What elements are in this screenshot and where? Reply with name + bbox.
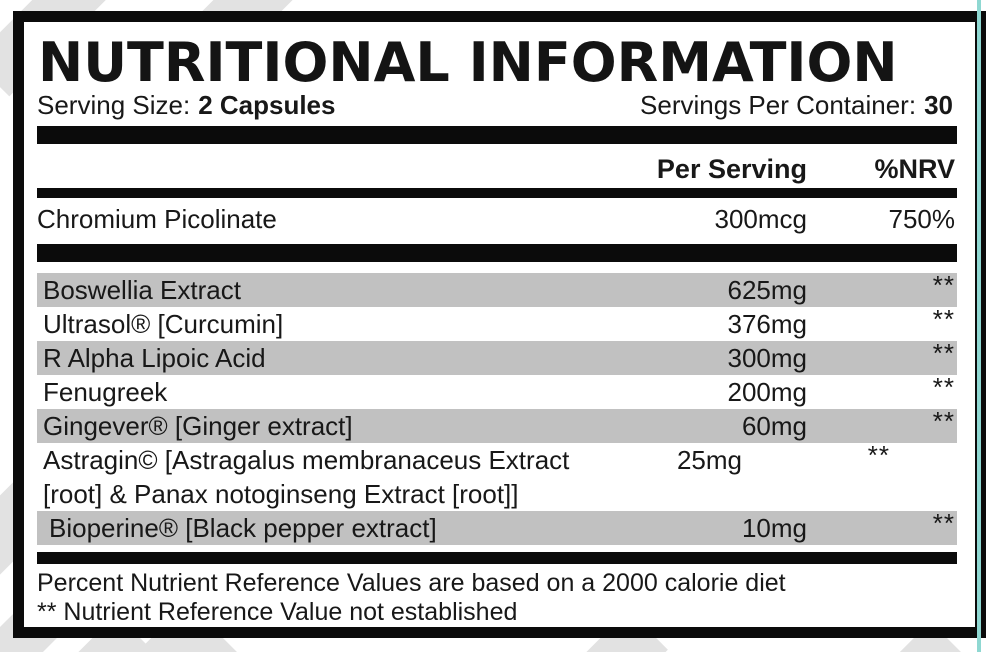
divider-bar: [37, 552, 957, 564]
nrv-value: 750%: [888, 204, 955, 234]
amount-value: 300mcg: [714, 204, 807, 234]
divider-bar: [37, 244, 957, 262]
nrv-asterisk: **: [932, 270, 955, 300]
servings-per-container-label: Servings Per Container:: [640, 90, 917, 120]
divider-bar: [37, 188, 957, 198]
ingredient-name: Fenugreek: [43, 377, 168, 407]
serving-info-row: [37, 92, 957, 118]
table-row: [37, 406, 957, 443]
footnote-nrv-basis: Percent Nutrient Reference Values are based on a 2000 calorie diet: [37, 569, 786, 597]
divider-bar: [37, 126, 957, 144]
amount-value: 10mg: [741, 513, 807, 543]
nrv-asterisk: **: [932, 406, 955, 436]
column-header-spacer: [37, 153, 647, 185]
nrv-asterisk: **: [932, 372, 955, 402]
amount-value: 300mg: [727, 343, 807, 373]
serving-size-label: Serving Size:: [37, 90, 191, 120]
amount-value: 25mg: [676, 445, 742, 475]
nrv-header: %NRV: [874, 154, 955, 184]
nrv-asterisk: **: [867, 440, 890, 470]
amount-value: 625mg: [727, 275, 807, 305]
table-row: [37, 304, 957, 341]
ingredient-name: Boswellia Extract: [43, 275, 241, 305]
table-row: [37, 372, 957, 409]
serving-size-value: 2 Capsules: [198, 90, 336, 120]
ingredient-name: Bioperine® [Black pepper extract]: [49, 513, 437, 543]
nutrition-panel: [13, 11, 986, 638]
table-row: [37, 270, 957, 307]
servings-per-container: [640, 92, 953, 118]
serving-size: [37, 92, 335, 118]
amount-value: 60mg: [741, 411, 807, 441]
ingredient-table: [37, 270, 957, 545]
panel-title: NUTRITIONAL INFORMATION: [38, 31, 898, 94]
nrv-asterisk: **: [932, 304, 955, 334]
footnotes: [37, 569, 957, 627]
table-row: [37, 508, 957, 545]
nrv-asterisk: **: [932, 508, 955, 538]
table-row: [37, 440, 957, 511]
ingredient-name: Astragin© [Astragalus membranaceus Extract [root] & Panax notoginseng Extract [root]]: [43, 445, 570, 509]
amount-value: 376mg: [727, 309, 807, 339]
table-row: [37, 198, 957, 238]
ingredient-name: R Alpha Lipoic Acid: [43, 343, 266, 373]
nrv-value: [742, 440, 892, 477]
footnote-not-established: ** Nutrient Reference Value not established: [37, 598, 518, 626]
nrv-value: [807, 508, 957, 545]
per-serving-header: Per Serving: [656, 154, 807, 184]
column-header-row: [37, 153, 957, 185]
table-row: [37, 338, 957, 375]
ingredient-name: Ultrasol® [Curcumin]: [43, 309, 284, 339]
ingredient-name: Chromium Picolinate: [37, 204, 277, 234]
accent-line: [977, 0, 981, 652]
servings-per-container-value: 30: [924, 90, 953, 120]
amount-value: 200mg: [727, 377, 807, 407]
nrv-asterisk: **: [932, 338, 955, 368]
ingredient-name: Gingever® [Ginger extract]: [43, 411, 353, 441]
